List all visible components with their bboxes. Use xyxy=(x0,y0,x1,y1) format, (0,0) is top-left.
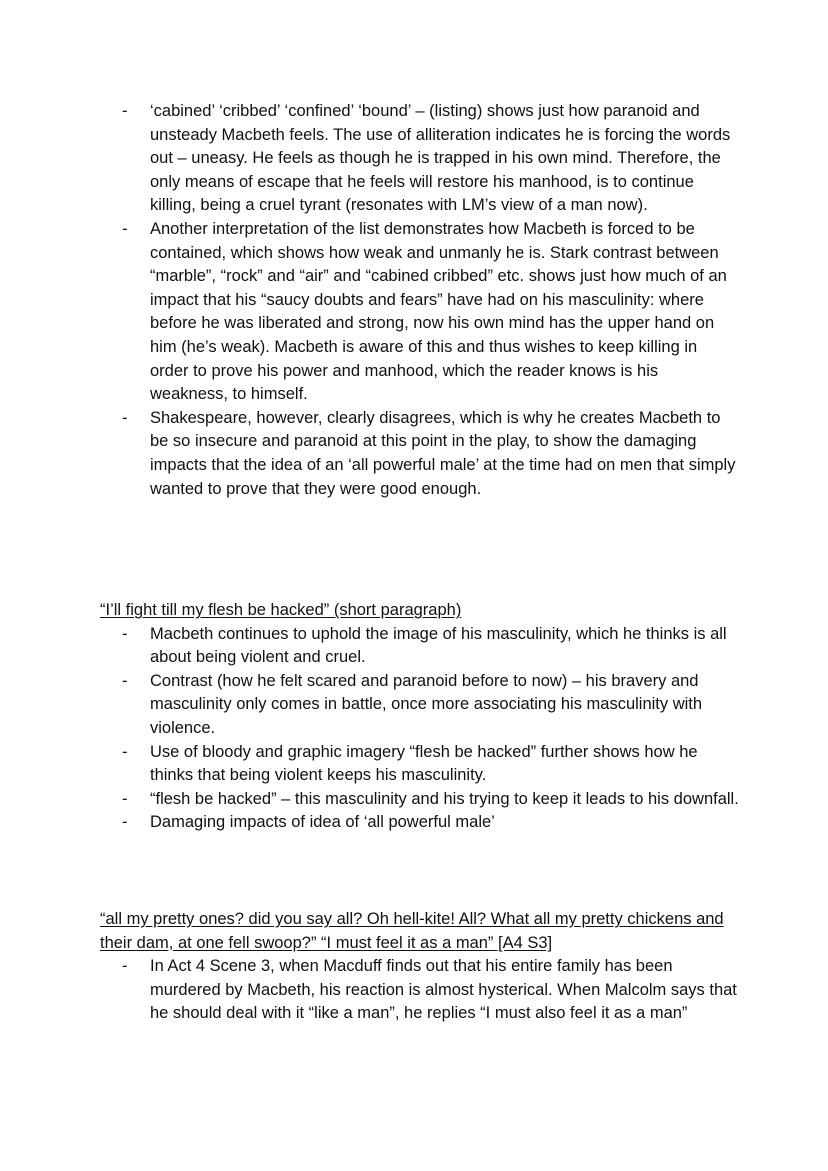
list-item: - Another interpretation of the list demonstrates how Macbeth is forced to be contained, which shows how weak and unmanly he is. Stark contrast between “marble”, “rock” and “air” and “cabined cribbed” etc. shows just how much of an impact that his “saucy doubts and fears” have had on his masculinity: where before he was liberated and strong, now his own mind has the upper hand on him (he’s weak). Macbeth is aware of this and thus wishes to keep killing in order to prove his power and manhood, which the reader knows is his weakness, to himself. xyxy=(100,218,740,407)
bullet-list xyxy=(100,623,740,835)
analysis-section-flesh-hacked xyxy=(100,599,740,835)
list-item: - Contrast (how he felt scared and paranoid before to now) – his bravery and masculinity only comes in battle, once more associating his masculinity with violence. xyxy=(100,670,740,741)
bullet-list xyxy=(100,100,740,501)
quote-heading: “I’ll fight till my flesh be hacked” (short paragraph) xyxy=(100,601,462,619)
list-item: - Shakespeare, however, clearly disagrees, which is why he creates Macbeth to be so insecure and paranoid at this point in the play, to show the damaging impacts that the idea of an ‘all powerful male’ at the time had on men that simply wanted to prove that they were good enough. xyxy=(100,407,740,501)
analysis-section-listing xyxy=(100,100,740,501)
analysis-section-pretty-ones xyxy=(100,908,740,1026)
list-item: - Damaging impacts of idea of ‘all powerful male’ xyxy=(100,811,740,835)
list-item: - In Act 4 Scene 3, when Macduff finds out that his entire family has been murdered by Macbeth, his reaction is almost hysterical. When Malcolm says that he should deal with it “like a man”, he replies “I must also feel it as a man” xyxy=(100,955,740,1026)
list-item: - “flesh be hacked” – this masculinity and his trying to keep it leads to his downfall. xyxy=(100,788,740,812)
list-item: - Macbeth continues to uphold the image of his masculinity, which he thinks is all about being violent and cruel. xyxy=(100,623,740,670)
bullet-list xyxy=(100,955,740,1026)
list-item: - ‘cabined’ ‘cribbed’ ‘confined’ ‘bound’ – (listing) shows just how paranoid and unsteady Macbeth feels. The use of alliteration indicates he is forcing the words out – uneasy. He feels as though he is trapped in his own mind. Therefore, the only means of escape that he feels will restore his manhood, is to continue killing, being a cruel tyrant (resonates with LM’s view of a man now). xyxy=(100,100,740,218)
list-item: - Use of bloody and graphic imagery “flesh be hacked” further shows how he thinks that being violent keeps his masculinity. xyxy=(100,741,740,788)
quote-heading: “all my pretty ones? did you say all? Oh hell-kite! All? What all my pretty chickens and their dam, at one fell swoop?” “I must feel it as a man” [A4 S3] xyxy=(100,910,724,952)
